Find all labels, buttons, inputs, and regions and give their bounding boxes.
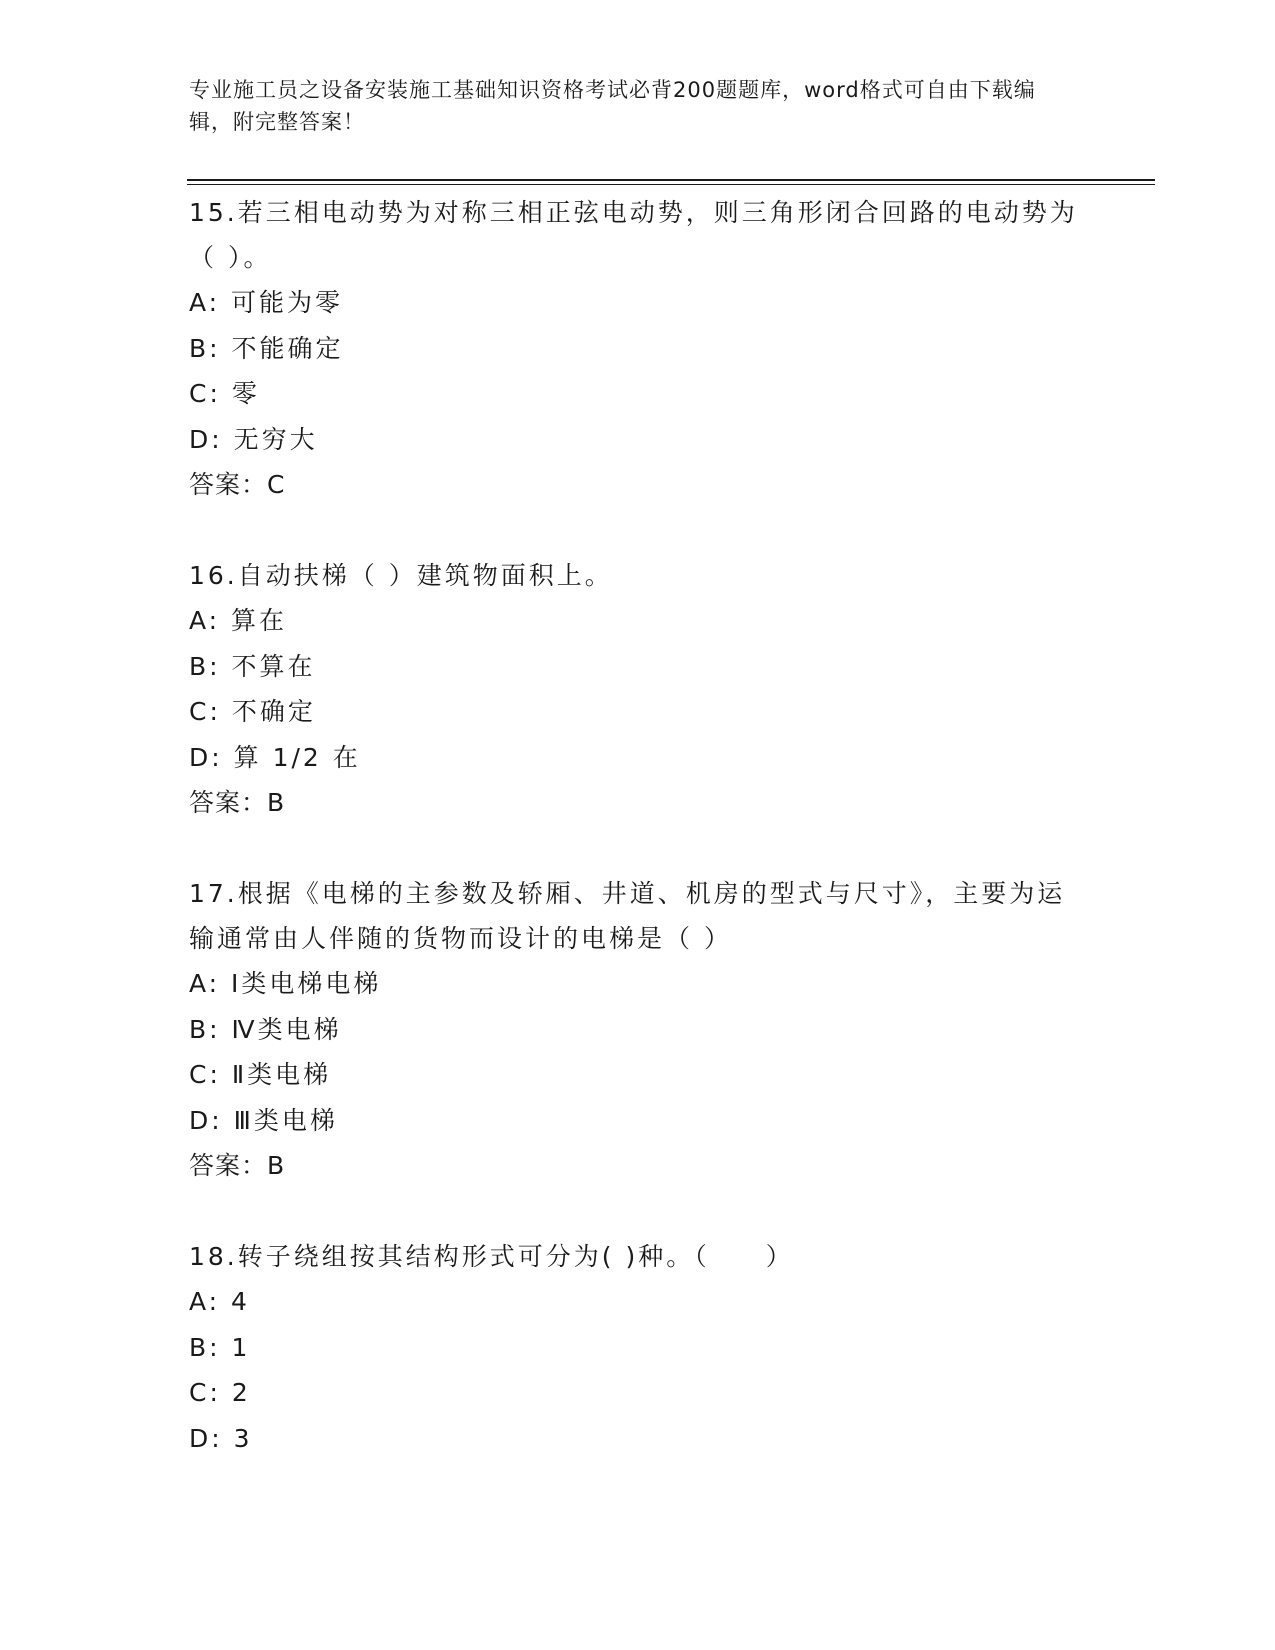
option-c: C: 不确定 — [189, 697, 316, 726]
option-a: A: 算在 — [189, 606, 288, 635]
question-16 — [189, 553, 1089, 825]
question-17 — [189, 871, 1089, 1188]
question-list — [189, 190, 1089, 1507]
question-18 — [189, 1234, 1089, 1461]
question-15 — [189, 190, 1089, 507]
question-stem: 18.转子绕组按其结构形式可分为( )种。（ ） — [189, 1242, 794, 1271]
option-a: A: Ⅰ类电梯电梯 — [189, 969, 382, 998]
option-a: A: 4 — [189, 1287, 250, 1316]
option-c: C: 2 — [189, 1378, 251, 1407]
option-c: C: 零 — [189, 379, 260, 408]
answer: 答案：B — [189, 1151, 286, 1180]
option-b: B: Ⅳ类电梯 — [189, 1014, 342, 1044]
option-b: B: 不能确定 — [189, 333, 344, 363]
question-stem: 16.自动扶梯（ ）建筑物面积上。 — [189, 561, 613, 590]
header-divider-thin — [187, 184, 1155, 185]
option-a: A: 可能为零 — [189, 288, 344, 317]
option-b: B: 1 — [189, 1332, 251, 1362]
option-b: B: 不算在 — [189, 651, 316, 681]
option-c: C: Ⅱ类电梯 — [189, 1060, 332, 1089]
question-stem: 17.根据《电梯的主参数及轿厢、井道、机房的型式与尺寸》，主要为运输通常由人伴随的货物而设计的电梯是（ ） — [189, 879, 1066, 953]
answer: 答案：C — [189, 470, 286, 499]
option-d: D: Ⅲ类电梯 — [189, 1105, 338, 1135]
header-divider-thick — [187, 179, 1155, 181]
option-d: D: 算 1/2 在 — [189, 742, 361, 772]
question-stem: 15.若三相电动势为对称三相正弦电动势，则三角形闭合回路的电动势为（ ）。 — [189, 198, 1078, 272]
document-header: 专业施工员之设备安装施工基础知识资格考试必背200题题库，word格式可自由下载编辑，附完整答案！ — [189, 78, 1036, 134]
answer: 答案：B — [189, 788, 286, 817]
option-d: D: 3 — [189, 1423, 253, 1453]
option-d: D: 无穷大 — [189, 424, 318, 454]
